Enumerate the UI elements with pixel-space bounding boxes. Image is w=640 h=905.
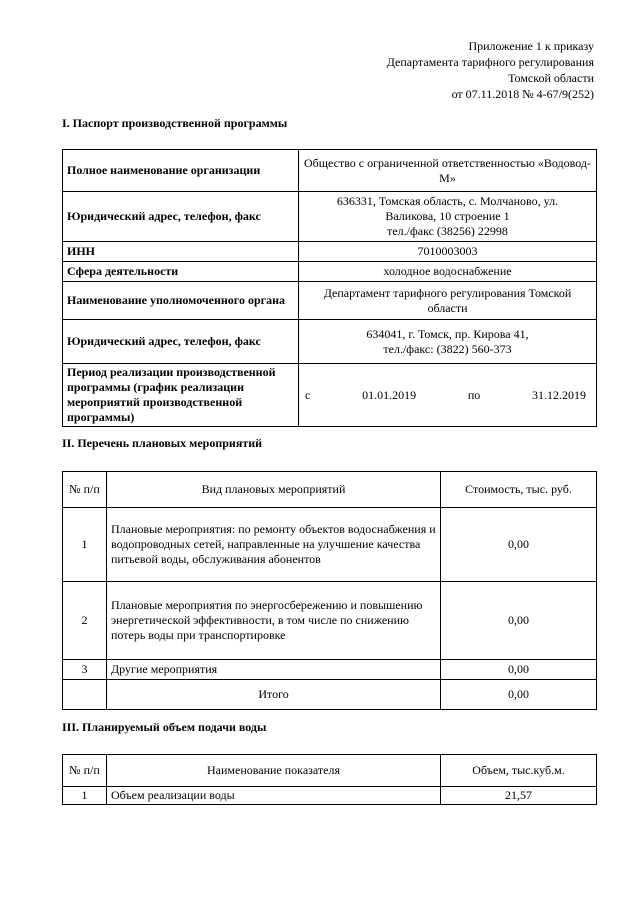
row-num: 2 [63, 582, 107, 660]
row-value [299, 320, 597, 364]
table-header-row [63, 755, 597, 787]
row-label: Период реализации производственной программы (график реализации мероприятий производственной программы) [63, 364, 299, 427]
section3-title: III. Планируемый объем подачи воды [62, 720, 267, 734]
row-value: 7010003003 [299, 242, 597, 262]
table-row [63, 508, 597, 582]
activities-table [62, 471, 597, 710]
col-type-header: Вид плановых мероприятий [107, 472, 441, 508]
row-value [299, 192, 597, 242]
table-row [63, 660, 597, 680]
table-row [63, 192, 597, 242]
table-row [63, 364, 597, 427]
table-row [63, 320, 597, 364]
header-line-1: Приложение 1 к приказу [468, 39, 594, 53]
table-row [63, 282, 597, 320]
period-from-word: с [305, 387, 311, 402]
total-num-empty [63, 680, 107, 710]
row-label: ИНН [63, 242, 299, 262]
header-line-3: Томской области [508, 71, 594, 85]
section1-title: I. Паспорт производственной программы [62, 116, 288, 130]
row-num: 1 [63, 508, 107, 582]
row-desc: Плановые мероприятия по энергосбережению и повышению энергетической эффективности, в том числе по снижению потерь воды при транспортировке [107, 582, 441, 660]
row-cost: 0,00 [441, 582, 597, 660]
address-line: 634041, г. Томск, пр. Кирова 41, [366, 326, 529, 341]
row-name: Объем реализации воды [107, 787, 441, 805]
total-label: Итого [107, 680, 441, 710]
document-header [387, 38, 594, 102]
row-desc: Плановые мероприятия: по ремонту объектов водоснабжения и водопроводных сетей, направленные на улучшение качества питьевой воды, обслуживания абонентов [107, 508, 441, 582]
address-line: 636331, Томская область, с. Молчаново, ул. [336, 194, 559, 208]
passport-table [62, 149, 597, 427]
address-line: тел./факс: (3822) 560-373 [383, 341, 512, 356]
row-label: Юридический адрес, телефон, факс [63, 192, 299, 242]
row-num: 3 [63, 660, 107, 680]
table-row [63, 242, 597, 262]
row-cost: 0,00 [441, 660, 597, 680]
table-row [63, 262, 597, 282]
col-cost-header: Стоимость, тыс. руб. [441, 472, 597, 508]
table-row [63, 150, 597, 192]
volume-table [62, 754, 597, 805]
total-cost: 0,00 [441, 680, 597, 710]
table-row [63, 787, 597, 805]
row-value: холодное водоснабжение [299, 262, 597, 282]
period-cell [299, 364, 597, 427]
section2-title: II. Перечень плановых мероприятий [62, 436, 263, 450]
row-value: Департамент тарифного регулирования Томской области [299, 282, 597, 320]
col-volume-header: Объем, тыс.куб.м. [441, 755, 597, 787]
col-num-header: № п/п [63, 472, 107, 508]
table-header-row [63, 472, 597, 508]
row-label: Юридический адрес, телефон, факс [63, 320, 299, 364]
table-row [63, 582, 597, 660]
row-desc: Другие мероприятия [107, 660, 441, 680]
col-name-header: Наименование показателя [107, 755, 441, 787]
header-line-4: от 07.11.2018 № 4-67/9(252) [451, 87, 594, 101]
address-line: тел./факс (38256) 22998 [387, 224, 508, 238]
address-line: Валикова, 10 строение 1 [385, 209, 510, 223]
table-total-row [63, 680, 597, 710]
period-from-date: 01.01.2019 [362, 387, 417, 402]
period-to-date: 31.12.2019 [532, 387, 586, 402]
row-label: Полное наименование организации [63, 150, 299, 192]
col-num-header: № п/п [63, 755, 107, 787]
row-num: 1 [63, 787, 107, 805]
period-to-word: по [467, 387, 481, 402]
row-volume: 21,57 [441, 787, 597, 805]
header-line-2: Департамента тарифного регулирования [386, 55, 594, 69]
row-label: Сфера деятельности [63, 262, 299, 282]
row-cost: 0,00 [441, 508, 597, 582]
row-label: Наименование уполномоченного органа [63, 282, 299, 320]
row-value: Общество с ограниченной ответственностью «Водовод-М» [299, 150, 597, 192]
